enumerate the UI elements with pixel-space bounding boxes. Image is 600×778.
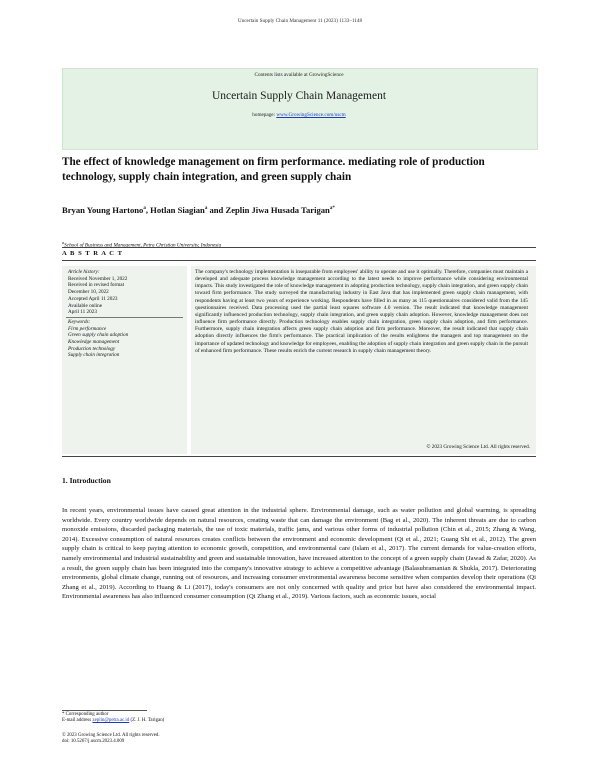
article-history-line: Received November 1, 2022 bbox=[68, 275, 128, 282]
abstract-text: The company's technology implementation is inseparable from employees' ability to operate and use it optimally. Therefore, companies must maintain a developed and adequate process knowledge management according to the latest needs to improve performance while considering environmental impacts. This study investigated the role of knowledge management in adopting production technology, supply chain integration, and green supply chain toward firm performance. The study surveyed the manufacturing industry in East Java that has implemented green supply chain management, with respondents having at least two years of experience working. Respondents have filled in as many as 115 questionnaires considered valid from the 145 questionnaires received. Data processing used the partial least squares software 4.0 version. The result indicated that knowledge management significantly influenced production technology, supply chain integration, and green supply chain adoption. However, knowledge management does not influence firm performance directly. Production technology enables supply chain integration, green supply chain adoption, and firm performance. Furthermore, supply chain integration affects green supply chain adoption and firm performance. Moreover, the result indicated that supply chain adoption directly influences the firm's performance. The practical implication of the results enlightens the managers and top management on the importance of updated technology and knowledge for employees, enabling the adoption of supply chain integration and green supply chain in the pursuit of enhanced firm performance. These results enrich the current research in supply chain management theory. bbox=[195, 269, 528, 354]
keyword-item: Green supply chain adoption bbox=[68, 332, 129, 339]
journal-title: Uncertain Supply Chain Management bbox=[211, 90, 387, 102]
article-history-heading: Article history: bbox=[68, 269, 100, 275]
abstract-copyright: © 2023 Growing Science Ltd. All rights reserved. bbox=[426, 444, 530, 450]
divider-top bbox=[62, 247, 536, 248]
article-info-sidebar bbox=[62, 266, 187, 454]
article-history-line: Available online bbox=[68, 302, 103, 309]
author-name: Zeplin Jiwa Husada Tarigan bbox=[225, 205, 330, 215]
sidebar-divider bbox=[66, 317, 183, 318]
keyword-item: Knowledge management bbox=[68, 339, 120, 346]
homepage-line bbox=[62, 112, 536, 118]
divider-mid bbox=[62, 260, 536, 261]
article-history-line: Received in revised format bbox=[68, 282, 125, 289]
paper-title: The effect of knowledge management on firm performance. mediating role of production technology, supply chain integration, and green supply chain bbox=[62, 156, 485, 183]
bottom-info bbox=[62, 733, 536, 746]
article-history-line: December 10, 2022 bbox=[68, 289, 109, 296]
section-heading: 1. Introduction bbox=[62, 476, 111, 485]
author-affiliation-mark: a bbox=[204, 206, 208, 212]
author-name: Bryan Young Hartono bbox=[62, 205, 144, 215]
footnotes bbox=[62, 712, 536, 725]
email-line bbox=[62, 718, 536, 724]
doi: doi: 10.5267/j.uscm.2023.4.009 bbox=[62, 739, 125, 745]
author-separator: , bbox=[145, 205, 151, 215]
email-label: E-mail address bbox=[62, 718, 93, 724]
abstract-box bbox=[191, 266, 536, 454]
introduction-paragraph: In recent years, environmental issues have caused great attention in the industrial sphere. Environmental damage, such as water pollution and global warming, is spreading worldwide. Every country worldwide depends on natural resources, creating waste that can damage the environment (Bag et al., 2020). The inherent threats are due to carbon monoxide emissions, discarded packaging materials, the use of toxic materials, traffic jams, and various other forms of industrial pollution (Chin et al., 2015; Zhang & Wang, 2014). Excessive consumption of natural resources creates conflicts between the environment and economic development (Qi et al., 2021; Guang Shi et al., 2012). The green supply chain is critical to keep paying attention to economic growth, competition, and environmental care (Islam et al., 2017). The current demands for value-creation efforts, namely environmental and industrial sustainability and green and sustainable innovation, have increased attention to the concept of a green supply chain (Jawad & Zafar, 2020). As a result, the green supply chain has been integrated into the company's innovative strategy to achieve a competitive advantage (Balasubramanian & Shukla, 2017). Deteriorating environments, global climate change, running out of resources, and increasing consumer environmental awareness become sensitive when companies develop their operations (Qi Zhang et al., 2019). According to Huang & Li (2017), today's consumers are not only concerned with quality and price but have also considered the environmental impact. Environmental awareness has also influenced consumer consumption (Qi Zhang et al., 2019). Various factors, such as economic issues, social bbox=[62, 507, 536, 601]
email-suffix: (Z. J. H. Tarigan) bbox=[129, 718, 165, 724]
corresponding-author-note: * Corresponding author bbox=[62, 712, 109, 717]
article-history-line: Accepted April 11 2023 bbox=[68, 295, 118, 302]
running-head: Uncertain Supply Chain Management 11 (2023) 1133–1148 bbox=[237, 18, 363, 24]
author-separator: and bbox=[207, 205, 226, 215]
journal-banner bbox=[62, 68, 538, 150]
affiliation-text: School of Business and Management, Petra Christian University, Indonesia bbox=[64, 242, 222, 249]
abstract-heading: A B S T R A C T bbox=[62, 250, 123, 257]
article-history-line: April 11 2023 bbox=[68, 309, 97, 316]
author-affiliation-mark: a bbox=[143, 206, 146, 212]
homepage-link[interactable]: www.GrowingScience.com/uscm bbox=[276, 112, 346, 118]
divider-bottom bbox=[62, 456, 536, 457]
contents-available-line: Contents lists available at GrowingScience bbox=[254, 72, 344, 78]
affiliation-mark: a bbox=[62, 240, 65, 245]
keyword-item: Production technology bbox=[68, 345, 116, 352]
homepage-label: homepage: bbox=[252, 112, 277, 118]
keywords-heading: Keywords: bbox=[68, 318, 91, 325]
author-name: Hotlan Siagian bbox=[150, 205, 205, 215]
author-affiliation-mark: a* bbox=[329, 206, 335, 212]
keyword-item: Firm performance bbox=[68, 325, 107, 332]
email-link[interactable]: zeplin@petra.ac.id bbox=[92, 718, 130, 724]
bottom-copyright: © 2023 Growing Science Ltd. All rights reserved. bbox=[62, 733, 160, 738]
keyword-item: Supply chain integration bbox=[68, 352, 120, 359]
footnote-divider bbox=[62, 710, 147, 711]
author-list bbox=[62, 205, 536, 215]
